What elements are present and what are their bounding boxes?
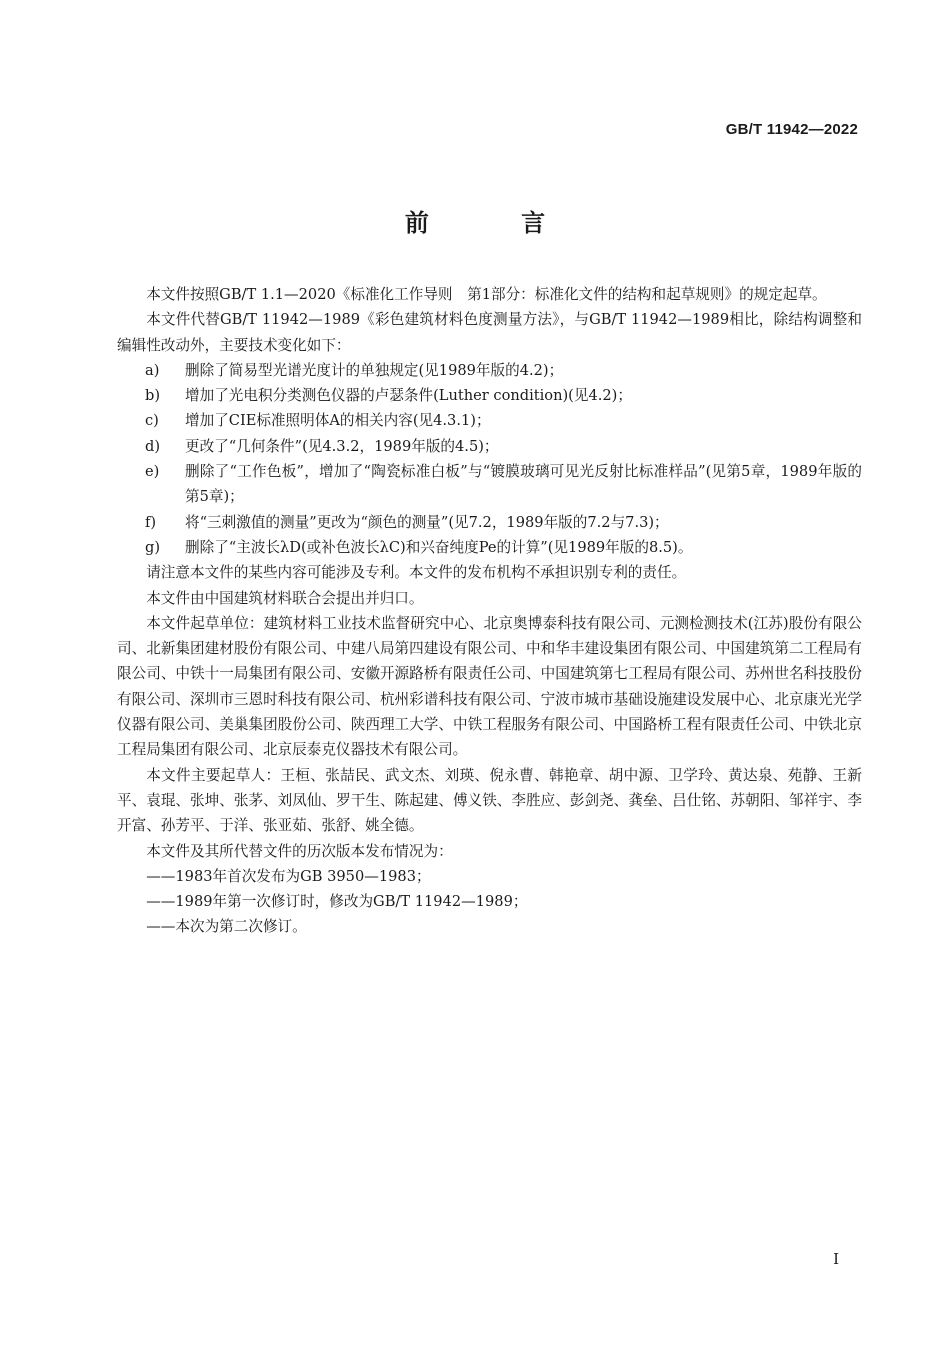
page-number: I — [833, 1250, 839, 1268]
paragraph-patent-notice: 请注意本文件的某些内容可能涉及专利。本文件的发布机构不承担识别专利的责任。 — [146, 564, 687, 582]
list-item-text: 增加了光电积分类测色仪器的卢瑟条件(Luther condition)(见4.2)； — [185, 387, 632, 405]
history-item: ——本次为第二次修订。 — [146, 918, 307, 936]
paragraph-proposer: 本文件由中国建筑材料联合会提出并归口。 — [146, 589, 424, 607]
list-item — [117, 408, 862, 433]
list-item — [117, 383, 862, 408]
list-item-label: e) — [145, 463, 160, 481]
list-item — [117, 535, 862, 560]
list-item-label: c) — [145, 412, 159, 430]
page-title: 前 言 — [404, 209, 588, 237]
list-item-text: 将“三刺激值的测量”更改为“颜色的测量”(见7.2，1989年版的7.2与7.3)； — [185, 513, 669, 531]
list-item-text: 删除了“工作色板”，增加了“陶瓷标准白板”与“镀膜玻璃可见光反射比标准样品”(见第5章，1989年版的第5章)； — [185, 463, 862, 506]
list-item — [117, 358, 862, 383]
paragraph-drafters: 本文件主要起草人：王桓、张喆民、武文杰、刘瑛、倪永曹、韩艳章、胡中源、卫学玲、黄达泉、苑静、王新平、袁琨、张坤、张茅、刘凤仙、罗干生、陈起建、傅义铁、李胜应、彭剑尧、龚垒、吕仕铭、苏朝阳、邹祥宇、李开富、孙芳平、于洋、张亚茹、张舒、姚全德。 — [117, 766, 862, 835]
list-item-text: 删除了“主波长λD(或补色波长λC)和兴奋纯度Pe的计算”(见1989年版的8.5)。 — [185, 538, 693, 556]
standard-number: GB/T 11942—2022 — [725, 121, 858, 138]
history-item: ——1989年第一次修订时，修改为GB/T 11942—1989； — [146, 893, 528, 911]
list-item-label: a) — [145, 361, 160, 379]
preface-body — [117, 282, 862, 940]
list-item-text: 更改了“几何条件”(见4.3.2，1989年版的4.5)； — [185, 437, 499, 455]
list-item — [117, 434, 862, 459]
list-item — [117, 459, 862, 510]
list-item-label: g) — [145, 538, 161, 556]
list-item-text: 删除了简易型光谱光度计的单独规定(见1989年版的4.2)； — [185, 361, 564, 379]
paragraph-replaces: 本文件代替GB/T 11942—1989《彩色建筑材料色度测量方法》，与GB/T 11942—1989相比，除结构调整和编辑性改动外，主要技术变化如下： — [117, 311, 862, 354]
history-item: ——1983年首次发布为GB 3950—1983； — [146, 867, 431, 885]
paragraph-drafting-units: 本文件起草单位：建筑材料工业技术监督研究中心、北京奥博泰科技有限公司、元测检测技术(江苏)股份有限公司、北新集团建材股份有限公司、中建八局第四建设有限公司、中和华丰建设集团有限公司、中国建筑第二工程局有限公司、中铁十一局集团有限公司、安徽开源路桥有限责任公司、中国建筑第七工程局有限公司、苏州世名科技股份有限公司、深圳市三恩时科技有限公司、杭州彩谱科技有限公司、宁波市城市基础设施建设发展中心、北京康光光学仪器有限公司、美巢集团股份公司、陕西理工大学、中铁工程服务有限公司、中国路桥工程有限责任公司、中铁北京工程局集团有限公司、北京辰泰克仪器技术有限公司。 — [117, 614, 862, 759]
list-item-label: d) — [145, 437, 161, 455]
list-item-label: f) — [145, 513, 157, 531]
list-item — [117, 510, 862, 535]
paragraph-history-intro: 本文件及其所代替文件的历次版本发布情况为： — [146, 842, 453, 860]
list-item-label: b) — [145, 387, 161, 405]
list-item-text: 增加了CIE标准照明体A的相关内容(见4.3.1)； — [185, 412, 491, 430]
paragraph-drafting-rules: 本文件按照GB/T 1.1—2020《标准化工作导则 第1部分：标准化文件的结构和起草规则》的规定起草。 — [146, 286, 827, 303]
